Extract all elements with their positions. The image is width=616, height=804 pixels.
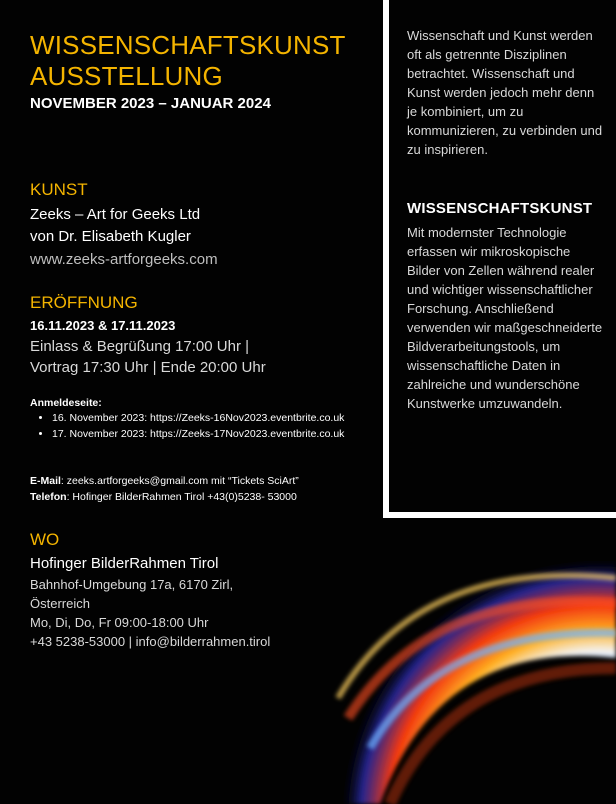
phone-line <box>30 491 297 503</box>
email-value[interactable]: : zeeks.artforgeeks@gmail.com mit “Tickets SciArt” <box>60 475 299 487</box>
title-line-2: AUSSTELLUNG <box>30 61 223 91</box>
wo-heading: WO <box>30 530 60 549</box>
venue-contact[interactable]: +43 5238-53000 | info@bilderrahmen.tirol <box>30 634 271 649</box>
phone-label: Telefon <box>30 491 67 503</box>
registration-list <box>30 412 352 444</box>
cell-arc-artwork <box>330 518 616 804</box>
registration-link-16nov[interactable]: • 16. November 2023: https://Zeeks-16Nov2023.eventbrite.co.uk <box>52 412 352 425</box>
intro-paragraph: Wissenschaft und Kunst werden oft als getrennte Disziplinen betrachtet. Wissenschaft und Kunst werden jedoch mehr denn je kombiniert, um zu kommunizieren, zu verbinden und zu inspirieren. <box>407 28 603 157</box>
artist-company: Zeeks – Art for Geeks Ltd <box>30 206 201 223</box>
eroeffnung-heading: ERÖFFNUNG <box>30 293 138 312</box>
exhibition-title <box>30 30 346 92</box>
email-label: E-Mail <box>30 475 61 487</box>
venue-name: Hofinger BilderRahmen Tirol <box>30 555 219 572</box>
microscopy-artwork-image <box>330 518 616 804</box>
opening-dates: 16.11.2023 & 17.11.2023 <box>30 318 176 333</box>
venue-address-line-2: Österreich <box>30 596 90 611</box>
opening-schedule-line-2: Vortrag 17:30 Uhr | Ende 20:00 Uhr <box>30 359 266 376</box>
title-line-1: WISSENSCHAFTSKUNST <box>30 30 346 60</box>
artist-website-link[interactable]: www.zeeks-artforgeeks.com <box>30 251 218 268</box>
registration-label: Anmeldeseite: <box>30 397 102 409</box>
venue-address-line-1: Bahnhof-Umgebung 17a, 6170 Zirl, <box>30 577 234 592</box>
kunst-heading: KUNST <box>30 180 88 199</box>
wissenschaftskunst-paragraph: Mit modernster Technologie erfassen wir mikroskopische Bilder von Zellen während realer und wichtiger wissenschaftlicher Forschung. Anschließend verwenden wir maßgeschneiderte Bildverarbeitungstools, um wissenschaftliche Daten in zahlreiche und wunderschöne Kunstwerke umzuwandeln. <box>407 225 603 411</box>
phone-value: : Hofinger BilderRahmen Tirol +43(0)5238- 53000 <box>66 491 297 503</box>
registration-link-17nov[interactable]: • 17. November 2023: https://Zeeks-17Nov2023.eventbrite.co.uk <box>52 428 352 441</box>
venue-hours: Mo, Di, Do, Fr 09:00-18:00 Uhr <box>30 615 209 630</box>
exhibition-dates: NOVEMBER 2023 – JANUAR 2024 <box>30 95 271 112</box>
artist-name: von Dr. Elisabeth Kugler <box>30 228 191 245</box>
opening-schedule-line-1: Einlass & Begrüßung 17:00 Uhr | <box>30 338 250 355</box>
email-line <box>30 475 299 487</box>
wissenschaftskunst-heading: WISSENSCHAFTSKUNST <box>407 200 593 217</box>
